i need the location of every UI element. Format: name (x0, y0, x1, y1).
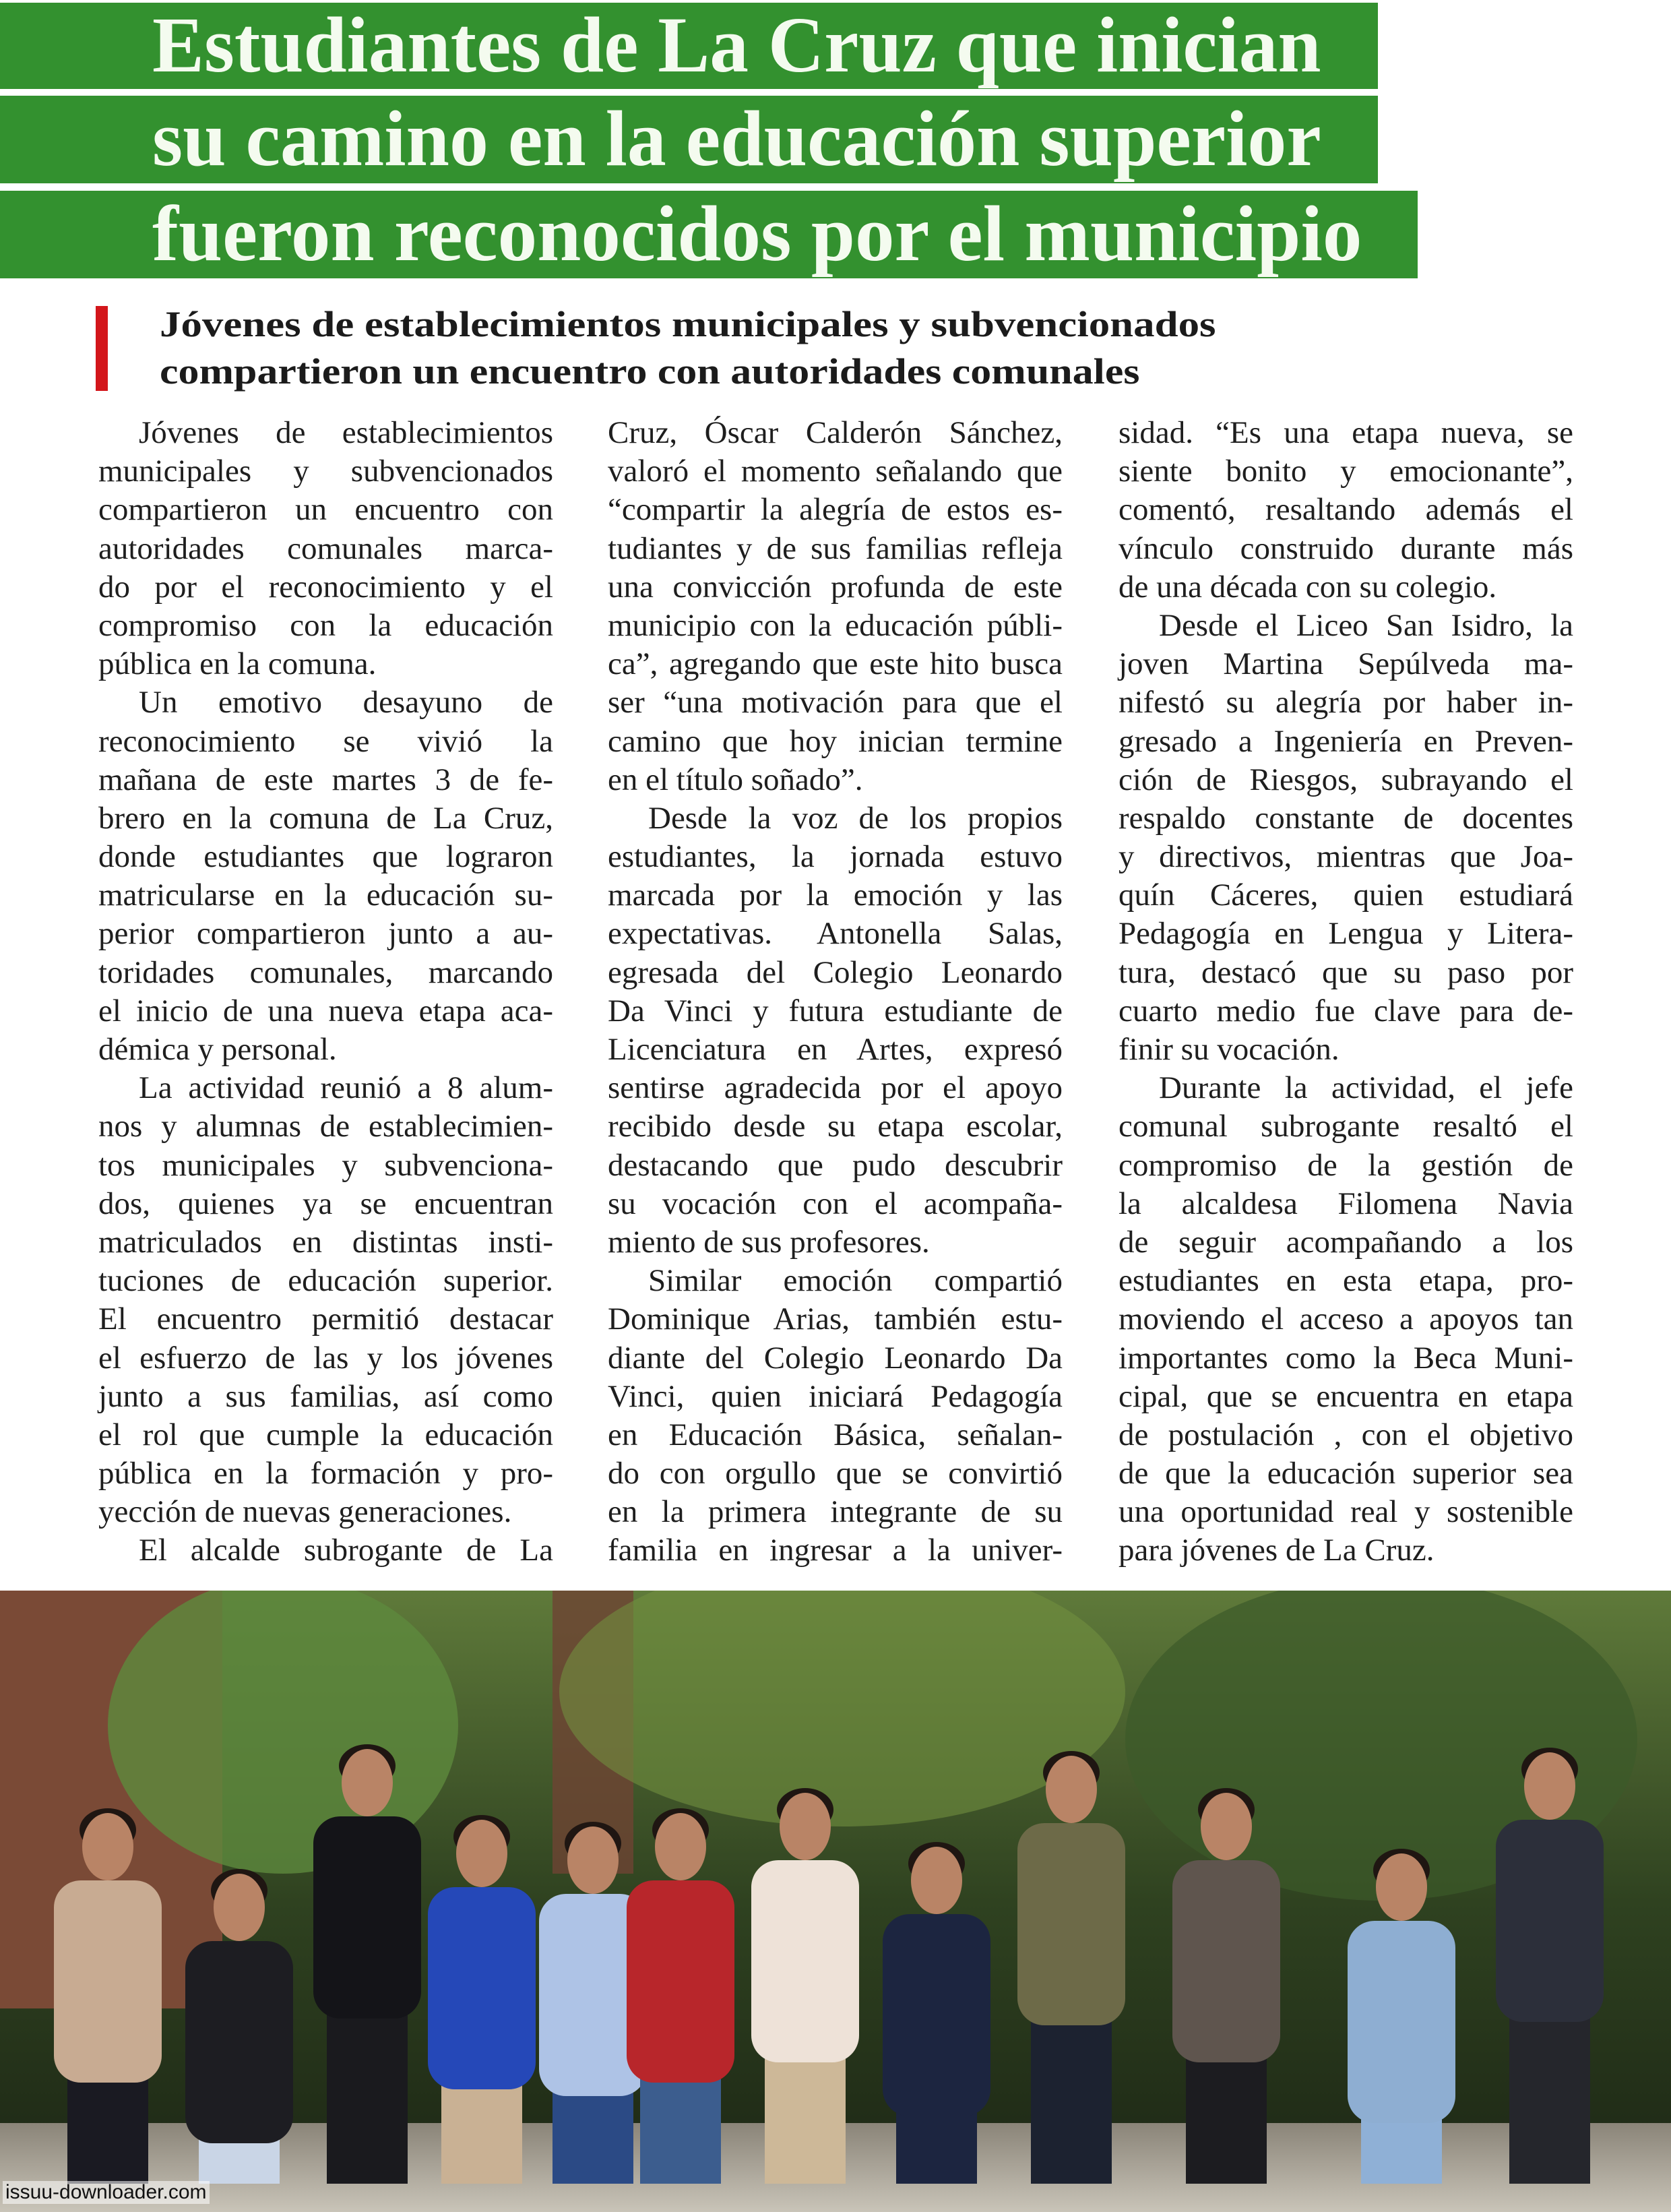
article-line: una oportunidad real y sostenible (1118, 1494, 1573, 1530)
watermark: issuu-downloader.com (3, 2181, 210, 2204)
article-paragraph (608, 799, 1063, 1262)
subheadline-line-1: Jóvenes de establecimientos municipales y subvencionados (160, 304, 1216, 344)
article-line: el esfuerzo de las y los jóvenes (98, 1340, 553, 1376)
article-column-3 (1118, 414, 1573, 1570)
article-paragraph (1118, 607, 1573, 1069)
headline-line-3: fueron reconocidos por el municipio (152, 189, 1362, 278)
article-line: quín Cáceres, quien estudiará (1118, 878, 1573, 913)
article-line: pública en la formación y pro- (98, 1456, 553, 1492)
article-line: familia en ingresar a la univer- (608, 1533, 1063, 1568)
article-line: de seguir acompañando a los (1118, 1224, 1573, 1260)
article-line: en Educación Básica, señalan- (608, 1417, 1063, 1452)
article-line: Desde la voz de los propios (648, 800, 1063, 836)
article-line: Vinci, quien iniciará Pedagogía (608, 1378, 1063, 1414)
article-line: nos y alumnas de establecimien- (98, 1109, 553, 1144)
article-line: en la primera integrante de su (608, 1494, 1063, 1530)
article-line: dos, quienes ya se encuentran (98, 1186, 553, 1221)
article-line: comentó, resaltando además el (1118, 492, 1573, 528)
article-line: compromiso de la gestión de (1118, 1147, 1573, 1183)
article-line: de una década con su colegio. (1118, 569, 1497, 605)
article-line: marcada por la emoción y las (608, 878, 1063, 913)
article-paragraph (98, 414, 553, 683)
article-paragraph (1118, 1069, 1573, 1570)
article-line: de que la educación superior sea (1118, 1456, 1573, 1492)
article-line: matricularse en la educación su- (98, 878, 553, 913)
article-line: ser “una motivación para que el (608, 685, 1063, 720)
article-line: de postulación , con el objetivo (1118, 1417, 1573, 1452)
article-line: en el título soñado”. (608, 762, 863, 797)
article-line: camino que hoy inician termine (608, 723, 1063, 759)
article-line: autoridades comunales marca- (98, 530, 553, 566)
article-column-2 (608, 414, 1063, 1570)
article-line: comunal subrogante resaltó el (1118, 1109, 1573, 1144)
article-line: diante del Colegio Leonardo Da (608, 1340, 1063, 1376)
headline-line-2: su camino en la educación superior (152, 94, 1321, 183)
article-line: valoró el momento señalando que (608, 454, 1063, 489)
article-line: mañana de este martes 3 de fe- (98, 762, 553, 797)
article-line: siente bonito y emocionante”, (1118, 454, 1573, 489)
article-paragraph (608, 414, 1063, 799)
article-line: una convicción profunda de este (608, 569, 1063, 605)
article-line: para jóvenes de La Cruz. (1118, 1533, 1434, 1568)
article-line: Desde el Liceo San Isidro, la (1159, 607, 1573, 643)
article-line: Dominique Arias, también estu- (608, 1301, 1063, 1337)
article-line: sidad. “Es una etapa nueva, se (1118, 415, 1573, 450)
article-line: El encuentro permitió destacar (98, 1301, 553, 1337)
article-line: sentirse agradecida por el apoyo (608, 1070, 1063, 1106)
article-line: estudiantes en esta etapa, pro- (1118, 1263, 1573, 1299)
article-line: expectativas. Antonella Salas, (608, 916, 1063, 952)
article-column-1 (98, 414, 553, 1570)
article-line: moviendo el acceso a apoyos tan (1118, 1301, 1573, 1337)
article-line: do por el reconocimiento y el (98, 569, 553, 605)
article-paragraph (98, 1069, 553, 1531)
article-line: perior compartieron junto a au- (98, 916, 553, 952)
article-line: ción de Riesgos, subrayando el (1118, 762, 1573, 797)
article-line: tudiantes y de sus familias refleja (608, 530, 1063, 566)
article-line: ca”, agregando que este hito busca (608, 646, 1063, 682)
article-line: destacando que pudo descubrir (608, 1147, 1063, 1183)
article-line: respaldo constante de docentes (1118, 800, 1573, 836)
article-line: compartieron un encuentro con (98, 492, 553, 528)
article-line: joven Martina Sepúlveda ma- (1118, 646, 1573, 682)
article-line: tura, destacó que su paso por (1118, 954, 1573, 990)
article-paragraph (608, 1262, 1063, 1570)
article-line: su vocación con el acompaña- (608, 1186, 1063, 1221)
article-paragraph (98, 683, 553, 1069)
article-line: brero en la comuna de La Cruz, (98, 800, 553, 836)
article-line: municipio con la educación públi- (608, 607, 1063, 643)
article-line: junto a sus familias, así como (98, 1378, 553, 1414)
article-line: y directivos, mientras que Joa- (1118, 839, 1573, 875)
article-paragraph (98, 1531, 553, 1570)
article-line: el inicio de una nueva etapa aca- (98, 993, 553, 1028)
article-line: Similar emoción compartió (648, 1263, 1063, 1299)
headline-line-1: Estudiantes de La Cruz que inician (152, 1, 1321, 89)
article-line: pública en la comuna. (98, 646, 377, 682)
article-line: estudiantes, la jornada estuvo (608, 839, 1063, 875)
article-line: egresada del Colegio Leonardo (608, 954, 1063, 990)
article-line: cipal, que se encuentra en etapa (1118, 1378, 1573, 1414)
article-line: vínculo construido durante más (1118, 530, 1573, 566)
subheadline-line-2: compartieron un encuentro con autoridades comunales (160, 351, 1140, 392)
article-line: finir su vocación. (1118, 1032, 1339, 1067)
article-line: démica y personal. (98, 1032, 337, 1067)
article-line: matriculados en distintas insti- (98, 1224, 553, 1260)
article-line: “compartir la alegría de estos es- (608, 492, 1063, 528)
article-line: Jóvenes de establecimientos (139, 415, 553, 450)
subheadline-accent-bar (96, 306, 108, 391)
article-line: Licenciatura en Artes, expresó (608, 1032, 1063, 1067)
article-line: tuciones de educación superior. (98, 1263, 553, 1299)
article-line: do con orgullo que se convirtió (608, 1456, 1063, 1492)
article-line: Cruz, Óscar Calderón Sánchez, (608, 415, 1063, 450)
article-line: cuarto medio fue clave para de- (1118, 993, 1573, 1028)
article-line: donde estudiantes que lograron (98, 839, 553, 875)
article-line: Da Vinci y futura estudiante de (608, 993, 1063, 1028)
article-line: importantes como la Beca Muni- (1118, 1340, 1573, 1376)
article-line: yección de nuevas generaciones. (98, 1494, 512, 1530)
article-line: Durante la actividad, el jefe (1159, 1070, 1573, 1106)
article-line: recibido desde su etapa escolar, (608, 1109, 1063, 1144)
article-line: El alcalde subrogante de La (139, 1533, 553, 1568)
article-line: miento de sus profesores. (608, 1224, 930, 1260)
article-line: Un emotivo desayuno de (139, 685, 553, 720)
article-paragraph (1118, 414, 1573, 607)
article-line: reconocimiento se vivió la (98, 723, 553, 759)
article-line: Pedagogía en Lengua y Litera- (1118, 916, 1573, 952)
article-line: nifestó su alegría por haber in- (1118, 685, 1573, 720)
article-line: tos municipales y subvenciona- (98, 1147, 553, 1183)
article-line: compromiso con la educación (98, 607, 553, 643)
group-photo (0, 1591, 1671, 2212)
article-line: gresado a Ingeniería en Preven- (1118, 723, 1573, 759)
article-line: La actividad reunió a 8 alum- (139, 1070, 553, 1106)
article-line: toridades comunales, marcando (98, 954, 553, 990)
article-line: la alcaldesa Filomena Navia (1118, 1186, 1573, 1221)
article-line: municipales y subvencionados (98, 454, 553, 489)
article-line: el rol que cumple la educación (98, 1417, 553, 1452)
